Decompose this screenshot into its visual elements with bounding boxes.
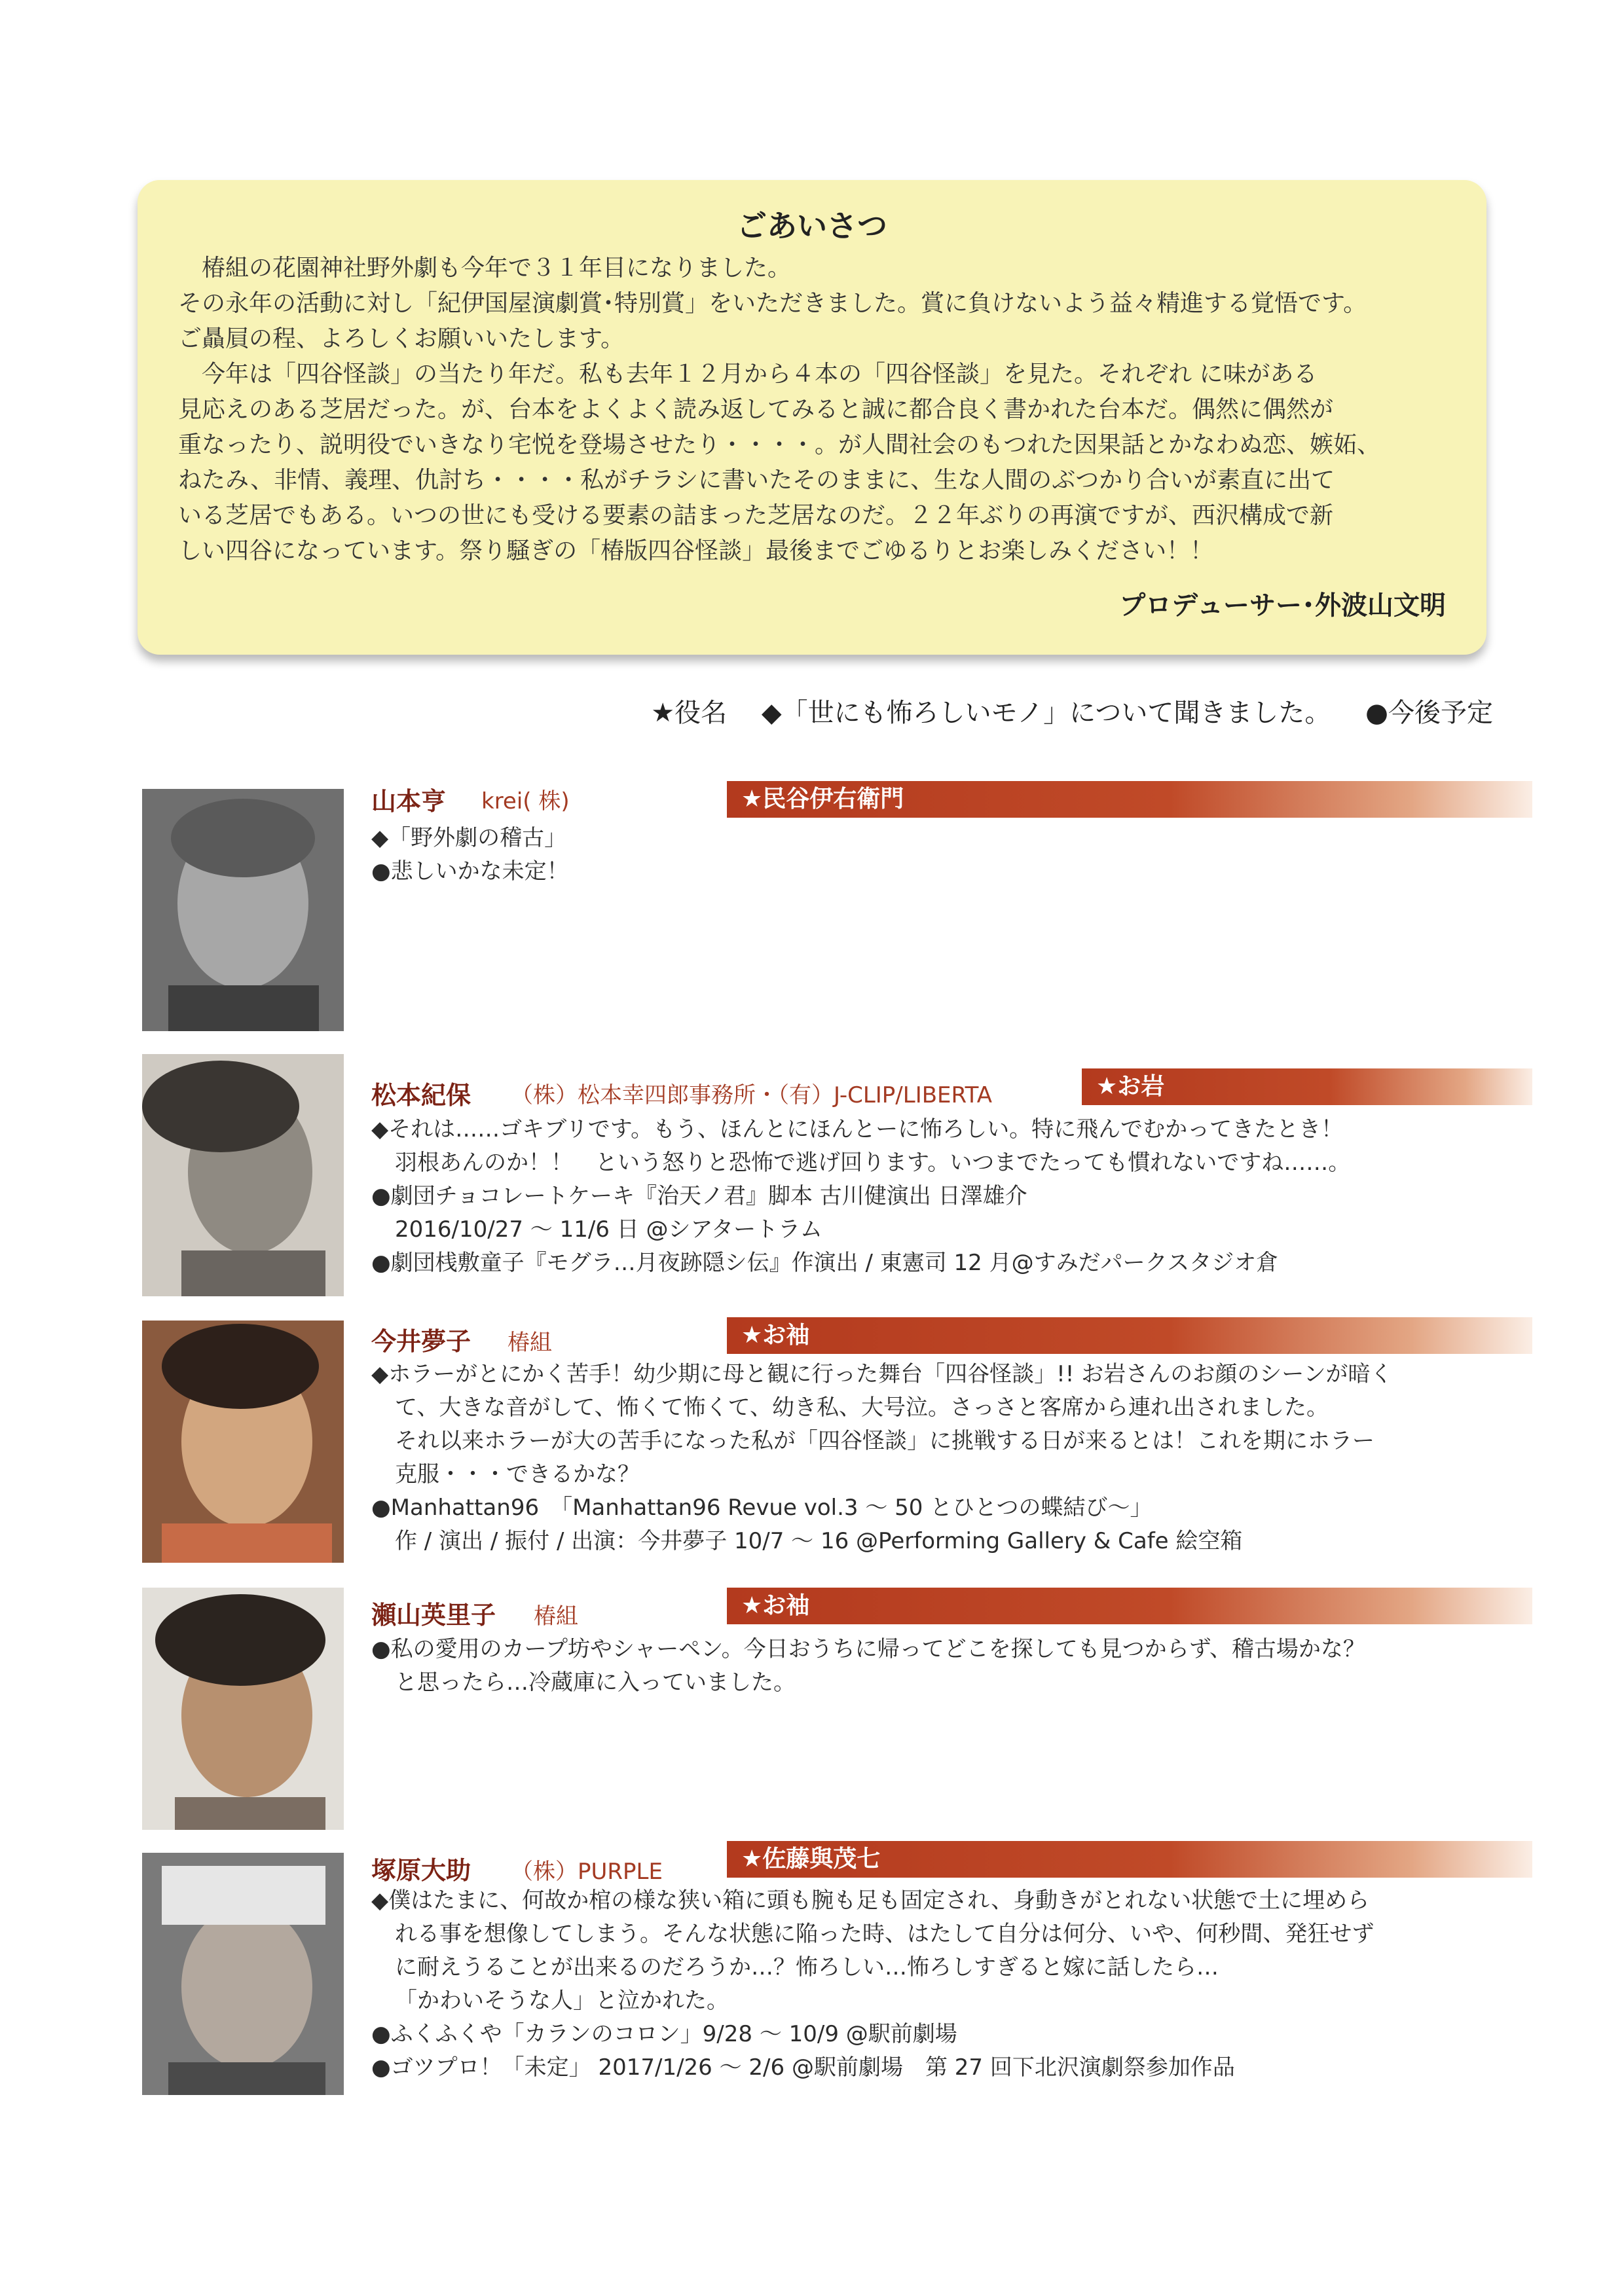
cast-photo xyxy=(142,1853,344,2095)
legend-role: ★役名 xyxy=(651,698,728,728)
comment-line: 羽根あんのか！！ という怒りと恐怖で逃げ回ります。いつまでたっても慣れないですね……。 xyxy=(395,1150,1351,1176)
greeting-line: 見応えのある芝居だった。が、台本をよくよく読み返してみると誠に都合良く書かれた台本だ。偶然に偶然が xyxy=(178,396,1334,423)
cast-affiliation: 椿組 xyxy=(507,1330,552,1356)
greeting-signature: プロデューサー･外波山文明 xyxy=(1119,590,1446,621)
cast-name: 松本紀保 xyxy=(371,1081,471,1110)
comment-line: ●ゴツプロ！「未定」 2017/1/26 ～ 2/6 @駅前劇場 第 27 回下北沢演劇祭参加作品 xyxy=(371,2054,1235,2081)
cast-name: 塚原大助 xyxy=(371,1856,471,1885)
comment-line: 作 / 演出 / 振付 / 出演：今井夢子 10/7 ～ 16 @Performing Gallery & Cafe 絵空箱 xyxy=(395,1528,1243,1554)
legend xyxy=(625,692,1493,729)
comment-line: ◆ホラーがとにかく苦手！幼少期に母と観に行った舞台「四谷怪談」!! お岩さんのお顔のシーンが暗く xyxy=(371,1361,1393,1387)
cast-affiliation: 椿組 xyxy=(534,1603,578,1630)
greeting-line: ご贔屓の程、よろしくお願いいたします。 xyxy=(178,325,625,352)
comment-line: ◆「野外劇の稽古」 xyxy=(371,825,567,851)
comment-line: に耐えうることが出来るのだろうか…？怖ろしい…怖ろしすぎると嫁に話したら… xyxy=(395,1954,1219,1980)
comment-line: ●劇団桟敷童子『モグラ…月夜跡隠シ伝』作演出 / 東憲司 12 月@すみだパークスタジオ倉 xyxy=(371,1250,1279,1276)
greeting-line: 重なったり、説明役でいきなり宅悦を登場させたり・・・・。が人間社会のもつれた因果話とかなわぬ恋、嫉妬、 xyxy=(178,431,1381,458)
role-banner: ★民谷伊右衛門 xyxy=(727,781,1532,818)
greeting-line: 今年は「四谷怪談」の当たり年だ。私も去年１２月から４本の「四谷怪談」を見た。それぞれ に味がある xyxy=(178,361,1318,388)
greeting-body xyxy=(178,251,1454,569)
cast-name: 瀬山英里子 xyxy=(371,1601,496,1630)
comment-line: ●劇団チョコレートケーキ『治天ノ君』脚本 古川健演出 日澤雄介 xyxy=(371,1183,1027,1209)
greeting-line: いる芝居でもある。いつの世にも受ける要素の詰まった芝居なのだ。２２年ぶりの再演ですが、西沢構成で新 xyxy=(178,502,1334,529)
comment-line: ●Manhattan96 「Manhattan96 Revue vol.3 ～ 50 とひとつの蝶結び～」 xyxy=(371,1495,1153,1521)
cast-affiliation: （株）PURPLE xyxy=(511,1859,663,1885)
legend-schedule: ●今後予定 xyxy=(1365,698,1493,728)
comment-line: 「かわいそうな人」と泣かれた。 xyxy=(395,1988,729,2014)
comment-line: 2016/10/27 ～ 11/6 日 @シアタートラム xyxy=(395,1216,822,1243)
cast-affiliation: （株）松本幸四郎事務所・（有）J-CLIP/LIBERTA xyxy=(511,1082,993,1108)
greeting-title: ごあいさつ xyxy=(737,208,887,244)
comment-line: て、大きな音がして、怖くて怖くて、幼き私、大号泣。さっさと客席から連れ出されました。 xyxy=(395,1394,1329,1421)
comment-line: ◆僕はたまに、何故か棺の様な狭い箱に頭も腕も足も固定され、身動きがとれない状態で土に埋めら xyxy=(371,1887,1370,1914)
cast-name: 今井夢子 xyxy=(371,1327,471,1356)
comment-line: れる事を想像してしまう。そんな状態に陥った時、はたして自分は何分、いや、何秒間、発狂せず xyxy=(395,1921,1375,1947)
comment-line: ◆それは……ゴキブリです。もう、ほんとにほんとーに怖ろしい。特に飛んでむかってきたとき！ xyxy=(371,1116,1344,1142)
comment-line: ●ふくふくや「カランのコロン」9/28 ～ 10/9 @駅前劇場 xyxy=(371,2021,957,2047)
cast-comments xyxy=(371,1633,1365,1700)
cast-name: 山本亨 xyxy=(371,787,447,816)
greeting-line: ねたみ、非情、義理、仇討ち・・・・私がチラシに書いたそのままに、生な人間のぶつかり合いが素直に出て xyxy=(178,467,1335,494)
role-banner: ★お袖 xyxy=(727,1588,1532,1624)
cast-comments xyxy=(371,1884,1374,2085)
greeting-line: しい四谷になっています。祭り騒ぎの「椿版四谷怪談」最後までごゆるりとお楽しみください！！ xyxy=(178,538,1214,564)
greeting-line: その永年の活動に対し「紀伊国屋演劇賞･特別賞」をいただきました。賞に負けないよう益々精進する覚悟です。 xyxy=(178,290,1367,317)
cast-comments xyxy=(371,822,569,888)
cast-affiliation: krei( 株) xyxy=(481,788,570,814)
comment-line: と思ったら…冷蔵庫に入っていました。 xyxy=(395,1669,796,1696)
legend-question: ◆「世にも怖ろしいモノ」について聞きました。 xyxy=(761,698,1331,728)
cast-photo xyxy=(142,789,344,1031)
cast-comments xyxy=(371,1113,1350,1280)
comment-line: 克服・・・できるかな？ xyxy=(395,1461,640,1487)
role-banner: ★お袖 xyxy=(727,1317,1532,1354)
cast-photo xyxy=(142,1321,344,1563)
greeting-box xyxy=(138,180,1486,655)
role-banner: ★佐藤與茂七 xyxy=(727,1841,1532,1878)
comment-line: ●悲しいかな未定！ xyxy=(371,858,569,884)
greeting-line: 椿組の花園神社野外劇も今年で３１年目になりました。 xyxy=(178,255,792,282)
comment-line: ●私の愛用のカープ坊やシャーペン。今日おうちに帰ってどこを探しても見つからず、稽古場かな？ xyxy=(371,1636,1365,1662)
cast-comments xyxy=(371,1358,1393,1558)
cast-photo xyxy=(142,1054,344,1296)
cast-photo xyxy=(142,1588,344,1830)
role-banner: ★お岩 xyxy=(1082,1068,1532,1105)
comment-line: それ以来ホラーが大の苦手になった私が「四谷怪談」に挑戦する日が来るとは！これを期にホラー xyxy=(395,1428,1375,1454)
